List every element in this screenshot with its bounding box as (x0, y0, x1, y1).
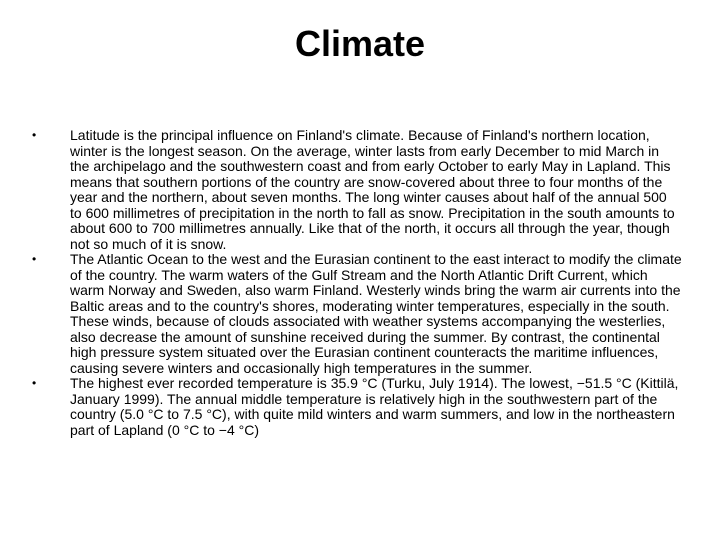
bullet-icon: • (32, 252, 37, 266)
bullet-text: The highest ever recorded temperature is 35.9 °C (Turku, July 1914). The lowest, −51.5 °C (Kittilä, January 1999). The annual middle temperature is relatively high in the southwestern part of the country (5.0 °C to 7.5 °C), with quite mild winters and warm summers, and low in the northeastern part of Lapland (0 °C to −4 °C) (70, 375, 679, 438)
bullet-list (32, 128, 682, 438)
bullet-item-2 (32, 252, 682, 376)
bullet-item-3 (32, 376, 682, 438)
bullet-text: The Atlantic Ocean to the west and the Eurasian continent to the east interact to modify the climate of the country. The warm waters of the Gulf Stream and the North Atlantic Drift Current, which warm Norway and Sweden, also warm Finland. Westerly winds bring the warm air currents into the Baltic areas and to the country's shores, moderating winter temperatures, especially in the south. These winds, because of clouds associated with weather systems accompanying the westerlies, also decrease the amount of sunshine received during the summer. By contrast, the continental high pressure system situated over the Eurasian continent counteracts the maritime influences, causing severe winters and occasionally high temperatures in the summer. (70, 251, 682, 376)
bullet-item-1 (32, 128, 682, 252)
bullet-icon: • (32, 128, 37, 142)
slide-title: Climate (294, 23, 426, 64)
bullet-text: Latitude is the principal influence on Finland's climate. Because of Finland's northern location, winter is the longest season. On the average, winter lasts from early December to mid March in the archipelago and the southwestern coast and from early October to early May in Lapland. This means that southern portions of the country are snow-covered about three to four months of the year and the northern, about seven months. The long winter causes about half of the annual 500 to 600 millimetres of precipitation in the north to fall as snow. Precipitation in the south amounts to about 600 to 700 millimetres annually. Like that of the north, it occurs all through the year, though not so much of it is snow. (70, 127, 675, 252)
bullet-icon: • (32, 376, 37, 390)
